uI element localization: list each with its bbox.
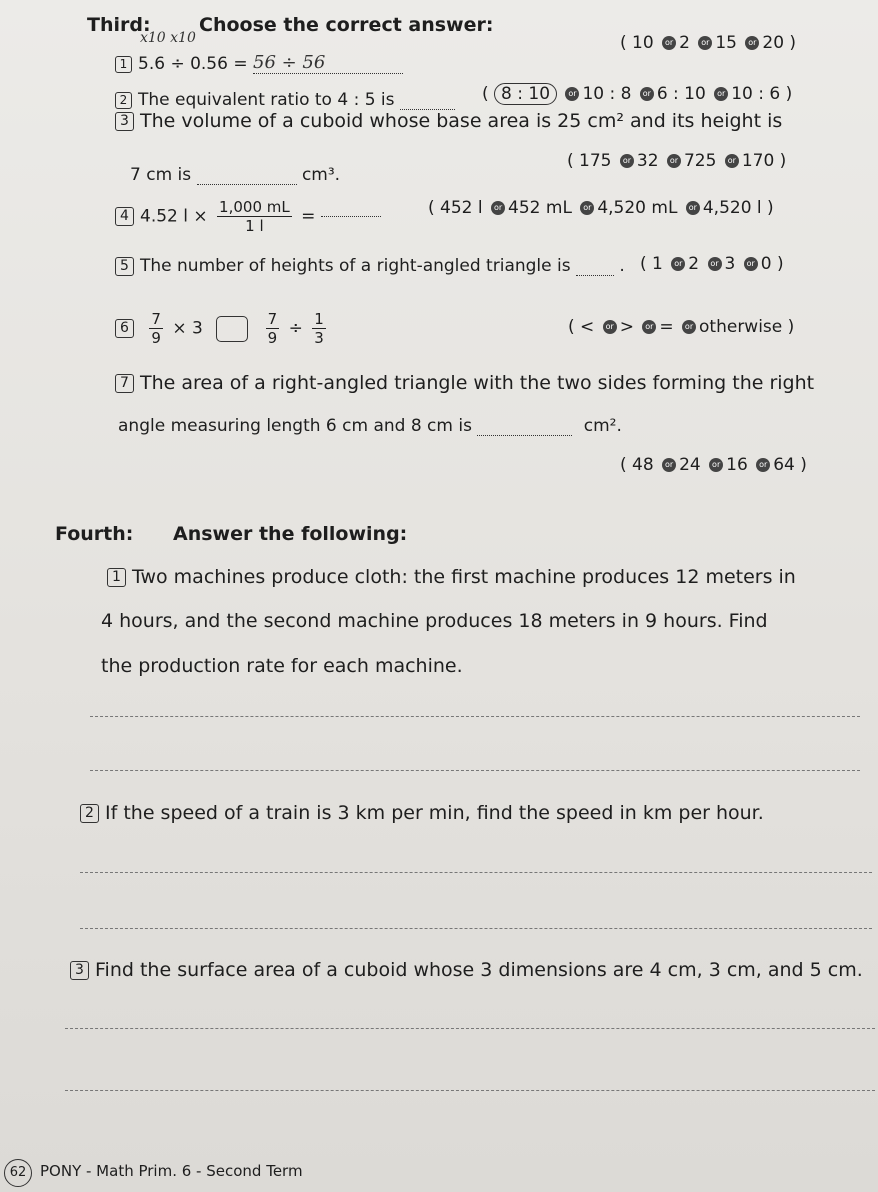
question-text: Find the surface area of a cuboid whose 3 dimensions are 4 cm, 3 cm, and 5 cm. xyxy=(95,959,863,981)
question-number: 3 xyxy=(70,961,89,980)
fraction-numerator: 7 xyxy=(151,310,161,328)
option[interactable]: 10 xyxy=(632,33,654,53)
or-separator: or xyxy=(491,201,505,215)
question-7-line2 xyxy=(118,416,622,436)
question-text: The area of a right-angled triangle with the two sides forming the right xyxy=(140,372,815,394)
fraction-numerator: 1,000 mL xyxy=(219,198,290,216)
question-number: 2 xyxy=(115,92,132,109)
page-footer xyxy=(4,1159,303,1187)
operator: × 3 xyxy=(172,318,203,339)
option[interactable]: 175 xyxy=(579,151,612,171)
option[interactable]: 452 l xyxy=(440,198,483,218)
option[interactable]: > xyxy=(619,317,634,337)
or-separator: or xyxy=(580,201,594,215)
options-q2: ( 8 : 10 or 10 : 8 or 6 : 10 or 10 : 6 ) xyxy=(482,84,793,104)
question-number: 4 xyxy=(115,207,134,226)
options-q5: ( 1 or 2 or 3 or 0 ) xyxy=(640,254,784,274)
option[interactable]: 1 xyxy=(652,254,663,274)
section-third-title: Choose the correct answer: xyxy=(199,14,494,36)
answer-blank[interactable] xyxy=(197,184,297,185)
or-separator: or xyxy=(708,257,722,271)
footer-text: PONY - Math Prim. 6 - Second Term xyxy=(40,1162,303,1180)
option[interactable]: 32 xyxy=(636,151,659,171)
option[interactable]: 3 xyxy=(724,254,736,274)
fourth-question-1-line1 xyxy=(107,566,796,588)
question-text: angle measuring length 6 cm and 8 cm is xyxy=(118,416,472,436)
or-separator: or xyxy=(603,320,617,334)
fraction-denominator: 9 xyxy=(267,329,278,347)
option[interactable]: 170 xyxy=(741,151,775,171)
answer-blank[interactable] xyxy=(576,275,614,276)
conversion-fraction xyxy=(217,198,292,235)
answer-line[interactable] xyxy=(65,1028,875,1029)
fraction-denominator: 9 xyxy=(151,329,161,347)
question-text: 7 cm is xyxy=(130,165,192,185)
question-1 xyxy=(115,52,403,74)
answer-line[interactable] xyxy=(90,716,860,717)
question-3-line1 xyxy=(115,110,782,132)
fourth-question-1-line3: the production rate for each machine. xyxy=(101,655,463,677)
options-q7: ( 48 or 24 or 16 or 64 ) xyxy=(620,455,807,475)
answer-line[interactable] xyxy=(80,872,872,873)
answer-blank[interactable] xyxy=(321,216,381,217)
comparison-box[interactable] xyxy=(216,316,248,342)
or-separator: or xyxy=(744,257,758,271)
or-separator: or xyxy=(667,154,681,168)
or-separator: or xyxy=(745,36,759,50)
option[interactable]: = xyxy=(659,317,674,337)
option[interactable]: 2 xyxy=(688,254,700,274)
or-separator: or xyxy=(698,36,712,50)
unit-label: cm³. xyxy=(301,165,341,185)
question-7-line1 xyxy=(115,372,814,394)
option[interactable]: 64 xyxy=(773,455,795,475)
or-separator: or xyxy=(662,36,676,50)
option[interactable]: 725 xyxy=(683,151,717,171)
section-fourth-label: Fourth: xyxy=(55,523,134,545)
or-separator: or xyxy=(709,458,723,472)
question-number: 2 xyxy=(80,804,99,823)
equals-sign: = xyxy=(301,206,316,227)
or-separator: or xyxy=(565,87,579,101)
option[interactable]: 48 xyxy=(632,455,654,475)
option[interactable]: 24 xyxy=(679,455,701,475)
question-number: 7 xyxy=(115,374,134,393)
section-third-label: Third: xyxy=(87,14,151,36)
question-text: 4.52 l × xyxy=(140,206,208,227)
answer-line[interactable] xyxy=(80,928,872,929)
question-2 xyxy=(115,90,455,110)
option[interactable]: 10 : 8 xyxy=(582,84,632,104)
option[interactable]: 10 : 6 xyxy=(731,84,781,104)
answer-line[interactable] xyxy=(65,1090,875,1091)
question-text: 5.6 ÷ 0.56 = xyxy=(138,54,248,74)
or-separator: or xyxy=(714,87,728,101)
option[interactable]: 452 mL xyxy=(508,198,572,218)
option[interactable]: < xyxy=(580,317,595,337)
question-text: The number of heights of a right-angled triangle is xyxy=(140,256,571,276)
question-3-line2 xyxy=(130,165,340,185)
fraction-a xyxy=(149,310,163,347)
or-separator: or xyxy=(671,257,685,271)
option[interactable]: 0 xyxy=(760,254,772,274)
option[interactable]: 15 xyxy=(715,33,737,53)
option[interactable]: 16 xyxy=(726,455,748,475)
answer-blank[interactable] xyxy=(477,435,572,436)
question-4 xyxy=(115,198,381,235)
option[interactable]: otherwise xyxy=(699,317,783,337)
question-number: 5 xyxy=(115,257,134,276)
or-separator: or xyxy=(686,201,700,215)
answer-line[interactable] xyxy=(90,770,860,771)
fraction-c xyxy=(312,310,326,347)
or-separator: or xyxy=(682,320,696,334)
option[interactable]: 8 : 10 xyxy=(494,83,557,105)
options-q1: ( 10 or 2 or 15 or 20 ) xyxy=(620,33,797,53)
options-q6: ( < or > or = or otherwise ) xyxy=(568,317,795,337)
or-separator: or xyxy=(756,458,770,472)
option[interactable]: 20 xyxy=(762,33,785,53)
or-separator: or xyxy=(640,87,654,101)
option[interactable]: 6 : 10 xyxy=(656,84,706,104)
or-separator: or xyxy=(642,320,656,334)
fraction-b xyxy=(266,310,280,347)
page-number: 62 xyxy=(4,1159,32,1187)
or-separator: or xyxy=(620,154,634,168)
or-separator: or xyxy=(662,458,676,472)
question-6 xyxy=(115,310,330,347)
options-q4: ( 452 l or 452 mL or 4,520 mL or 4,520 l ) xyxy=(428,198,774,218)
operator: ÷ xyxy=(288,318,303,339)
question-number: 1 xyxy=(107,568,126,587)
option[interactable]: 4,520 mL xyxy=(597,198,678,218)
fourth-question-1-line2: 4 hours, and the second machine produces 18 meters in 9 hours. Find xyxy=(101,610,768,632)
answer-blank[interactable] xyxy=(253,52,403,74)
question-number: 1 xyxy=(115,56,132,73)
fraction-numerator: 7 xyxy=(267,310,278,328)
question-text: If the speed of a train is 3 km per min, find the speed in km per hour. xyxy=(105,802,764,824)
section-fourth-title: Answer the following: xyxy=(173,523,408,545)
question-text: The volume of a cuboid whose base area is 25 cm² and its height is xyxy=(140,110,783,132)
options-q3: ( 175 or 32 or 725 or 170 ) xyxy=(567,151,787,171)
option[interactable]: 2 xyxy=(679,33,690,53)
fraction-denominator: 1 l xyxy=(245,217,264,235)
handwritten-note: x10 x10 xyxy=(140,30,196,46)
question-text: The equivalent ratio to 4 : 5 is xyxy=(138,90,395,110)
or-separator: or xyxy=(725,154,739,168)
fourth-question-2 xyxy=(80,802,764,824)
fraction-denominator: 3 xyxy=(314,329,324,347)
fourth-question-3 xyxy=(70,959,863,981)
handwritten-answer: 56 ÷ 56 xyxy=(253,52,326,73)
option[interactable]: 4,520 l xyxy=(702,198,762,218)
question-number: 6 xyxy=(115,319,134,338)
question-5: 5 The number of heights of a right-angled triangle is . xyxy=(115,256,625,276)
question-text: Two machines produce cloth: the first machine produces 12 meters in xyxy=(132,566,796,588)
unit-label: cm². xyxy=(583,416,622,436)
fraction-numerator: 1 xyxy=(314,310,324,328)
question-number: 3 xyxy=(115,112,134,131)
